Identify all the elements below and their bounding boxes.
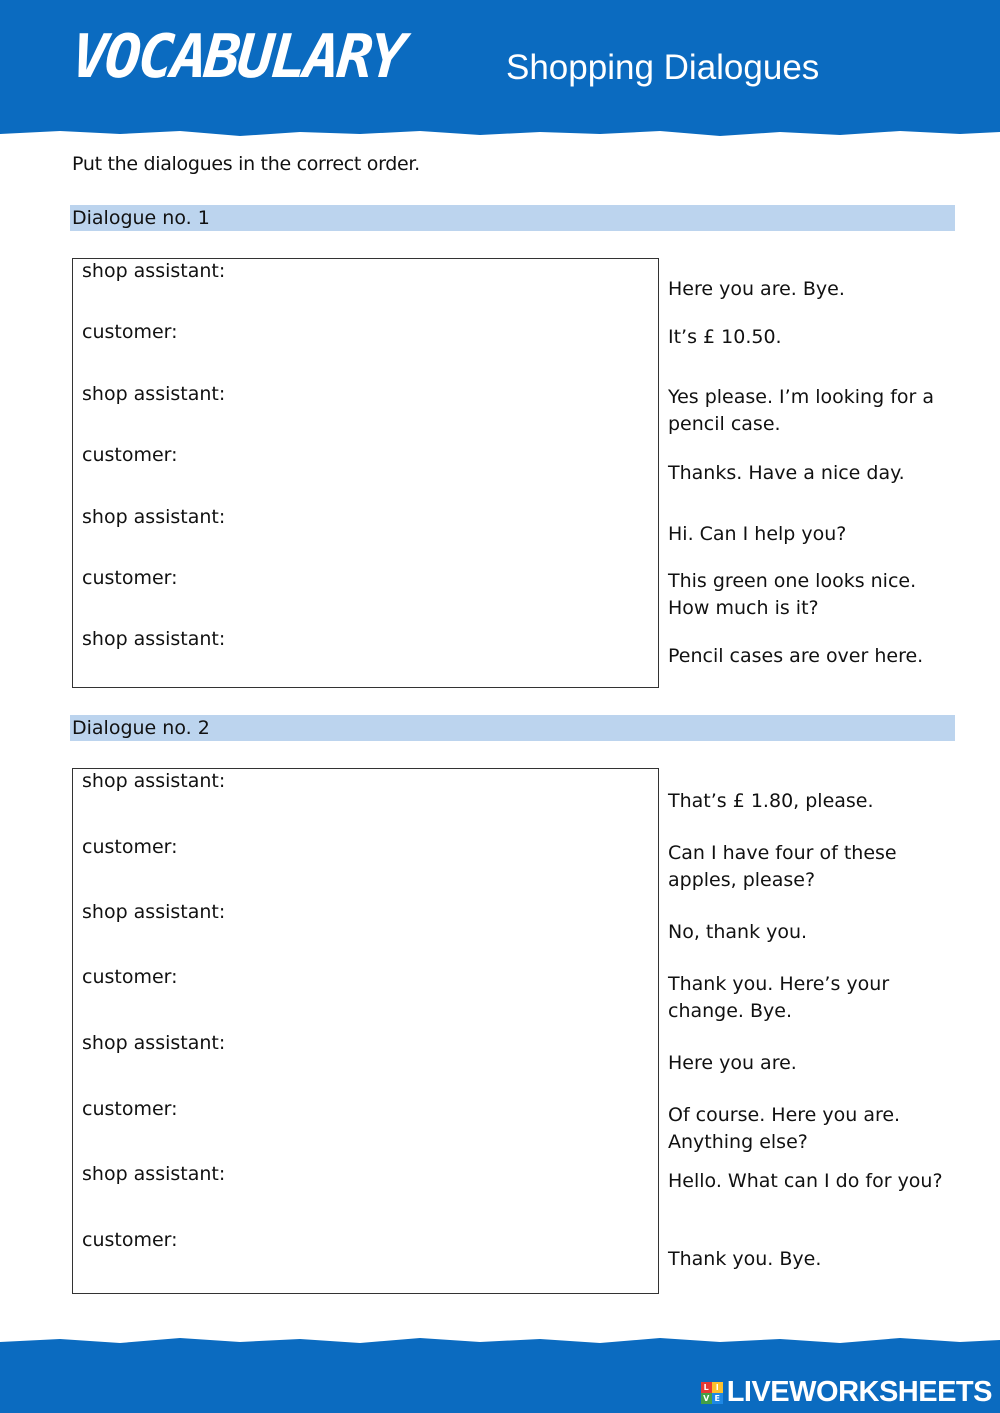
- page-subtitle: Shopping Dialogues: [506, 48, 820, 87]
- dialogue-2-role: shop assistant:: [82, 770, 226, 792]
- dialogue-1-role: shop assistant:: [82, 628, 226, 650]
- dialogue-1-role: shop assistant:: [82, 260, 226, 282]
- dialogue-2-option[interactable]: No, thank you.: [668, 921, 808, 943]
- dialogue-2-option[interactable]: Here you are.: [668, 1052, 797, 1074]
- instruction-text: Put the dialogues in the correct order.: [72, 153, 420, 175]
- dialogue-1-option[interactable]: It’s £ 10.50.: [668, 326, 782, 348]
- dialogue-1-option[interactable]: Yes please. I’m looking for a pencil case.: [668, 386, 934, 435]
- dialogue-2-role: customer:: [82, 836, 178, 858]
- dialogue-1-option[interactable]: Hi. Can I help you?: [668, 523, 847, 545]
- dialogue-1-role: shop assistant:: [82, 383, 226, 405]
- dialogue-2-role: shop assistant:: [82, 901, 226, 923]
- dialogue-1-role: customer:: [82, 444, 178, 466]
- dialogue-1-option[interactable]: Here you are. Bye.: [668, 278, 845, 300]
- dialogue-2-option[interactable]: Thank you. Here’s your change. Bye.: [668, 973, 890, 1022]
- dialogue-2-option[interactable]: Thank you. Bye.: [668, 1248, 822, 1270]
- dialogue-1-option[interactable]: Thanks. Have a nice day.: [668, 462, 905, 484]
- dialogue-2-role: customer:: [82, 1229, 178, 1251]
- dialogue-2-option[interactable]: Hello. What can I do for you?: [668, 1170, 943, 1192]
- footer-banner: [0, 1330, 1000, 1413]
- dialogue-1-role: shop assistant:: [82, 506, 226, 528]
- dialogue-2-role: customer:: [82, 1098, 178, 1120]
- dialogue-1-role: customer:: [82, 567, 178, 589]
- liveworksheets-text: LIVEWORKSHEETS: [726, 1376, 992, 1408]
- dialogue-1-heading: Dialogue no. 1: [70, 205, 955, 231]
- header-banner: [0, 0, 1000, 150]
- liveworksheets-icon: L I V E: [701, 1382, 723, 1404]
- dialogue-2-heading: Dialogue no. 2: [70, 715, 955, 741]
- dialogue-1-role: customer:: [82, 321, 178, 343]
- dialogue-2-role: shop assistant:: [82, 1163, 226, 1185]
- dialogue-2-option[interactable]: That’s £ 1.80, please.: [668, 790, 874, 812]
- vocabulary-logo: VOCABULARY: [69, 22, 406, 92]
- dialogue-1-option[interactable]: Pencil cases are over here.: [668, 645, 924, 667]
- liveworksheets-watermark: [701, 1376, 992, 1409]
- dialogue-1-option[interactable]: This green one looks nice. How much is it?: [668, 570, 917, 619]
- dialogue-2-option[interactable]: Of course. Here you are. Anything else?: [668, 1104, 901, 1153]
- dialogue-2-option[interactable]: Can I have four of these apples, please?: [668, 842, 897, 891]
- dialogue-2-role: shop assistant:: [82, 1032, 226, 1054]
- dialogue-2-role: customer:: [82, 966, 178, 988]
